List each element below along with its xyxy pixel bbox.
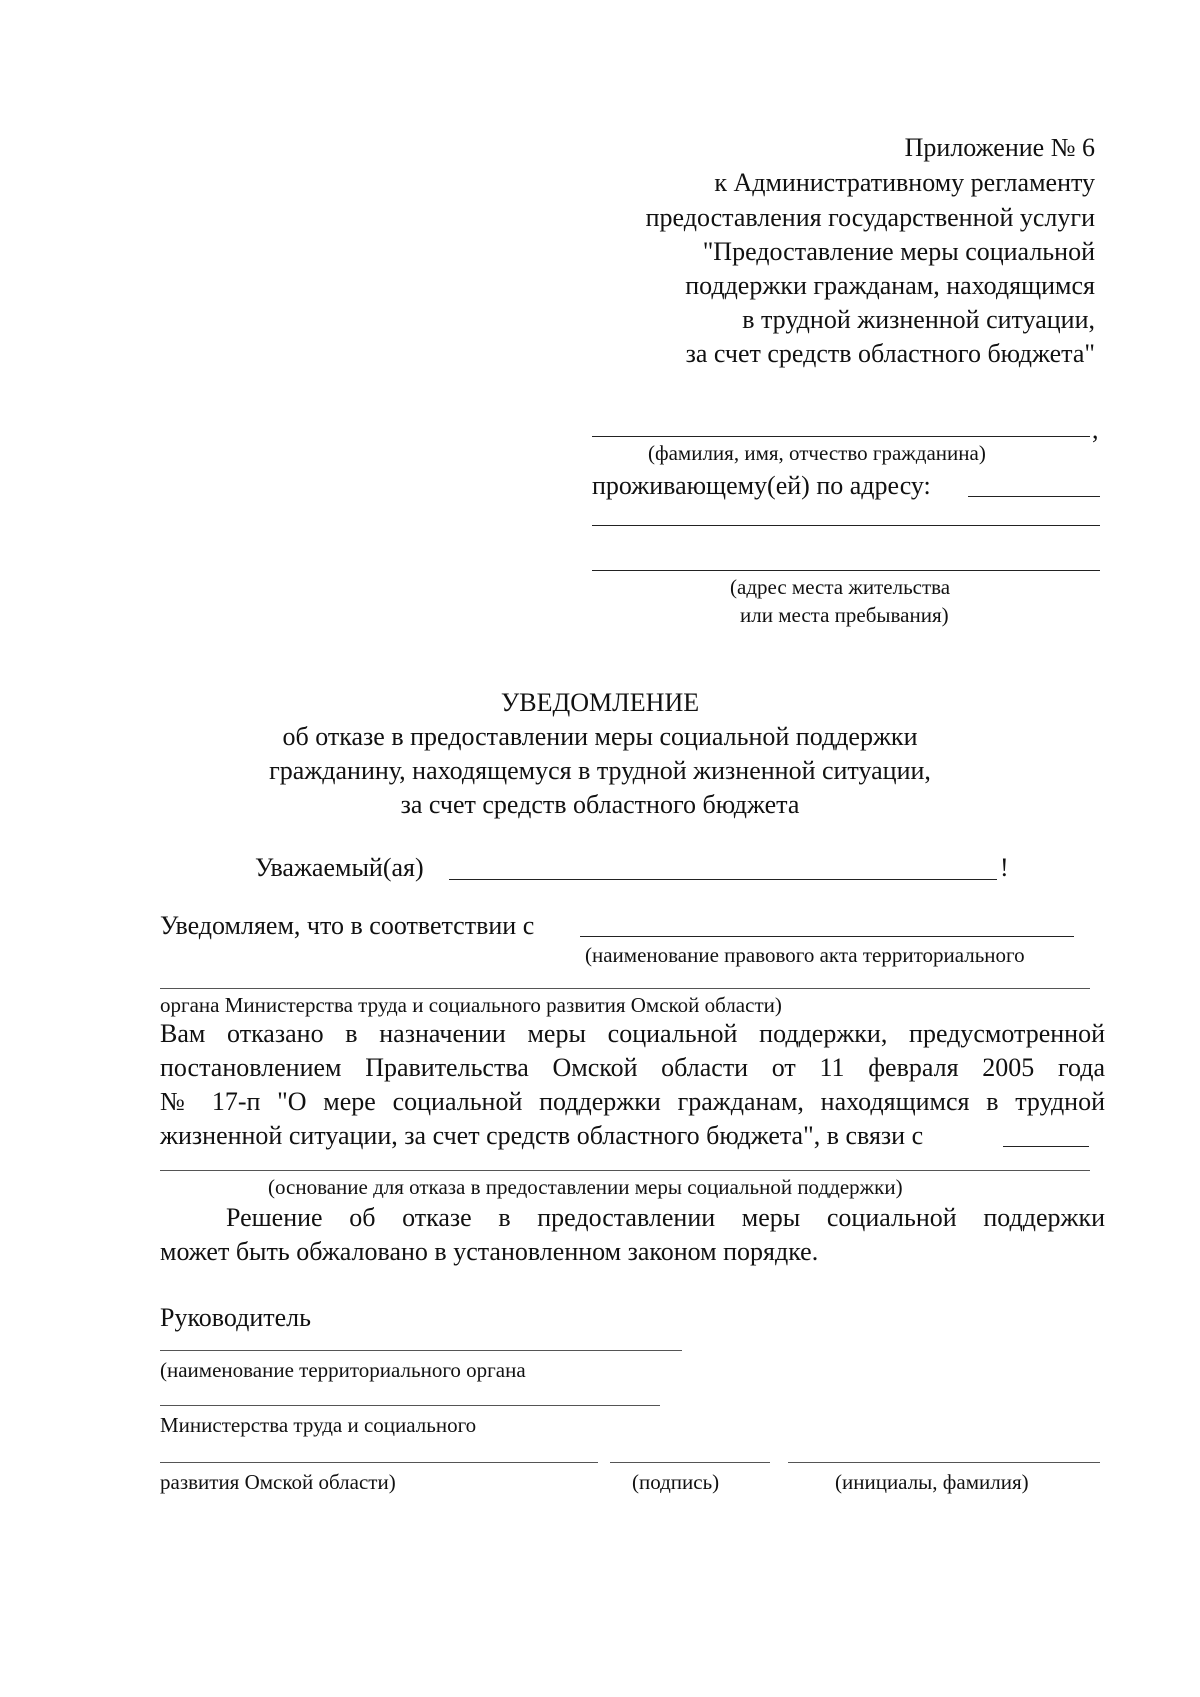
greeting-mark: ! xyxy=(1000,853,1009,882)
initials-caption: (инициалы, фамилия) xyxy=(835,1470,1029,1494)
legal-act-line-2 xyxy=(160,988,1090,989)
appendix-line: за счет средств областного бюджета" xyxy=(685,339,1095,368)
legal-act-line xyxy=(580,936,1074,937)
recipient-name-comma: , xyxy=(1092,415,1099,444)
text-line: № 17-п "О мере социальной поддержки гражданам, находящимся в трудной xyxy=(160,1087,1105,1116)
reason-line-2 xyxy=(160,1170,1090,1171)
appendix-line: "Предоставление меры социальной xyxy=(702,237,1095,266)
appendix-line: в трудной жизненной ситуации, xyxy=(742,305,1095,334)
reason-caption: (основание для отказа в предоставлении меры социальной поддержки) xyxy=(268,1175,903,1199)
signature-line xyxy=(610,1462,770,1463)
title-subtitle: за счет средств областного бюджета xyxy=(400,790,800,819)
appendix-line: предоставления государственной услуги xyxy=(645,203,1095,232)
initials-line xyxy=(788,1462,1100,1463)
org-caption: Министерства труда и социального xyxy=(160,1413,477,1437)
address-caption: (адрес места жительства xyxy=(730,575,951,599)
address-label: проживающему(ей) по адресу: xyxy=(592,471,931,500)
text-line: постановлением Правительства Омской области от 11 февраля 2005 года xyxy=(160,1053,1105,1082)
org-line-3 xyxy=(160,1462,598,1463)
notify-text: Уведомляем, что в соответствии с xyxy=(160,911,535,940)
legal-act-caption: (наименование правового акта территориального xyxy=(585,943,1025,967)
head-label: Руководитель xyxy=(160,1303,311,1332)
reason-line-1 xyxy=(1003,1146,1089,1147)
address-caption: или места пребывания) xyxy=(740,603,949,627)
org-line-1 xyxy=(160,1350,682,1351)
address-line-2 xyxy=(592,525,1100,526)
greeting-name-line xyxy=(449,879,997,880)
title-subtitle: гражданину, находящемуся в трудной жизненной ситуации, xyxy=(269,756,931,785)
text-line: Вам отказано в назначении меры социальной поддержки, предусмотренной xyxy=(160,1019,1105,1048)
signature-caption: (подпись) xyxy=(632,1470,720,1494)
title-subtitle: об отказе в предоставлении меры социальной поддержки xyxy=(282,722,918,751)
text-line: жизненной ситуации, за счет средств областного бюджета", в связи с xyxy=(160,1121,924,1150)
org-caption: (наименование территориального органа xyxy=(160,1358,526,1382)
org-caption: развития Омской области) xyxy=(160,1470,396,1494)
appendix-line: Приложение № 6 xyxy=(904,133,1095,162)
title-heading: УВЕДОМЛЕНИЕ xyxy=(500,688,700,717)
appeal-text: Решение об отказе в предоставлении меры социальной поддержки xyxy=(226,1203,1105,1232)
legal-act-caption: органа Министерства труда и социального развития Омской области) xyxy=(160,993,782,1017)
address-line-1 xyxy=(968,496,1100,497)
appeal-text: может быть обжаловано в установленном законом порядке. xyxy=(160,1237,819,1266)
appendix-line: к Административному регламенту xyxy=(714,168,1095,197)
address-line-3 xyxy=(592,570,1100,571)
recipient-name-line xyxy=(592,436,1090,437)
greeting-label: Уважаемый(ая) xyxy=(255,853,424,882)
recipient-name-caption: (фамилия, имя, отчество гражданина) xyxy=(648,441,986,465)
org-line-2 xyxy=(160,1405,660,1406)
appendix-line: поддержки гражданам, находящимся xyxy=(685,271,1095,300)
